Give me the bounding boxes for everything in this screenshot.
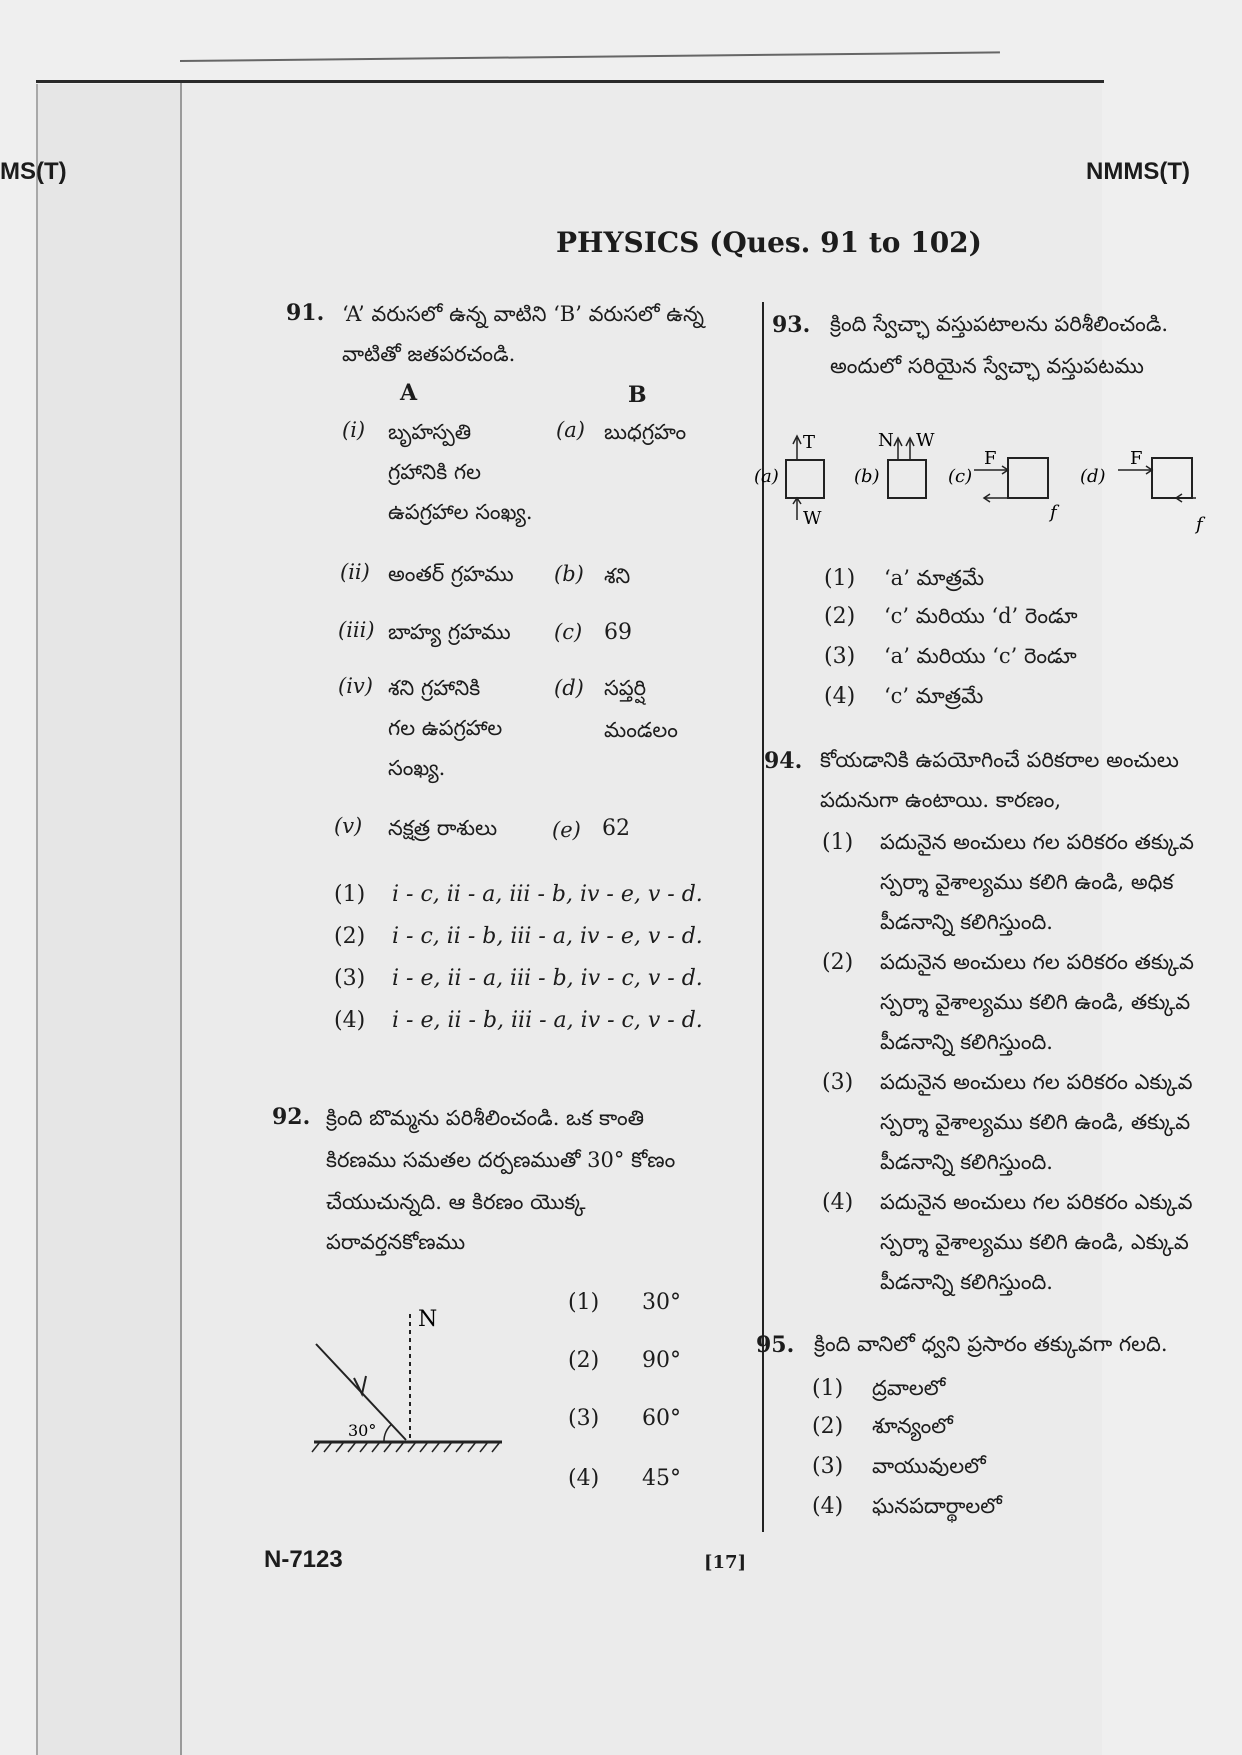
- normal-label: N: [418, 1307, 438, 1332]
- q94-option-number: (4): [822, 1190, 854, 1215]
- underlying-sheet: [36, 84, 182, 1755]
- q94-option-text: పదునైన అంచులు గల పరికరం ఎక్కువ: [880, 1190, 1193, 1214]
- q94-option-text: స్పర్శా వైశాల్యము కలిగి ఉండి, తక్కువ: [880, 1110, 1191, 1134]
- fbd-b-normal-label: N: [878, 430, 894, 451]
- fbd-a: [754, 432, 824, 529]
- q93-option-text: ‘a’ మరియు ‘c’ రెండూ: [884, 644, 1077, 668]
- sheet-edge-top: [36, 80, 1104, 83]
- q92-option-number: (2): [568, 1348, 600, 1373]
- q91-row-b-text: 69: [604, 620, 632, 645]
- q91-row-a-text: నక్షత్ర రాశులు: [388, 816, 498, 840]
- q94-option-text: పదునైన అంచులు గల పరికరం తక్కువ: [880, 830, 1194, 854]
- q91-row-a-label: (i): [342, 418, 366, 442]
- q91-option-text: i - e, ii - b, iii - a, iv - c, v - d.: [392, 1008, 703, 1033]
- q91-row-a-text: అంతర్ గ్రహము: [388, 562, 514, 586]
- fbd-a-label: (a): [754, 466, 779, 487]
- fbd-b-box: [888, 460, 926, 498]
- fbd-a-weight-label: W: [803, 508, 822, 529]
- q92-stem-line: క్రింది బొమ్మను పరిశీలించండి. ఒక కాంతి: [326, 1106, 645, 1130]
- q95-option-text: ద్రవాలలో: [872, 1376, 946, 1400]
- angle-arc: [384, 1424, 392, 1442]
- q91-option-text: i - c, ii - b, iii - a, iv - e, v - d.: [392, 924, 703, 949]
- q91-row-b-label: (c): [554, 620, 583, 644]
- q92-stem-line: కిరణము సమతల దర్పణముతో 30° కోణం: [326, 1148, 676, 1172]
- fbd-a-tension-label: T: [803, 432, 816, 453]
- fbd-b-weight-label: W: [916, 430, 935, 451]
- q93-option-text: ‘c’ మాత్రమే: [884, 684, 984, 708]
- q91-row-a-label: (v): [334, 814, 363, 838]
- q91-option-number: (4): [334, 1008, 366, 1033]
- q94-option-text: పదునైన అంచులు గల పరికరం ఎక్కువ: [880, 1070, 1193, 1094]
- q91-row-b-label: (a): [556, 418, 585, 442]
- q91-option-text: i - e, ii - a, iii - b, iv - c, v - d.: [392, 966, 703, 991]
- q95-option-number: (3): [812, 1454, 844, 1479]
- paper-code: N-7123: [264, 1546, 343, 1573]
- q91-stem-line1: ‘A’ వరుసలో ఉన్న వాటిని ‘B’ వరుసలో ఉన్న: [342, 302, 704, 326]
- q91-row-b-label: (d): [554, 676, 584, 700]
- q91-row-b-label: (e): [552, 818, 581, 842]
- q93-option-number: (3): [824, 644, 856, 669]
- q91-row-a-text: గల ఉపగ్రహాల: [388, 716, 503, 740]
- q91-row-a-label: (ii): [340, 560, 370, 584]
- q92-option-text: 30°: [642, 1290, 681, 1315]
- fbd-d-box: [1152, 458, 1192, 498]
- fbd-d-label: (d): [1080, 466, 1106, 487]
- q94-option-number: (1): [822, 830, 854, 855]
- q95-option-text: వాయువులలో: [872, 1454, 986, 1478]
- q91-column-a-heading: A: [400, 380, 418, 406]
- page-number: [17]: [704, 1552, 747, 1573]
- q94-stem-line: కోయడానికి ఉపయోగించే పరికరాల అంచులు: [820, 748, 1179, 772]
- q95-option-number: (2): [812, 1414, 844, 1439]
- fbd-a-box: [786, 460, 824, 498]
- q93-option-number: (4): [824, 684, 856, 709]
- q92-option-number: (1): [568, 1290, 600, 1315]
- q94-option-text: స్పర్శా వైశాల్యము కలిగి ఉండి, అధిక: [880, 870, 1174, 894]
- q95-option-text: ఘనపదార్థాలలో: [872, 1494, 1002, 1518]
- q91-row-a-label: (iv): [338, 674, 373, 698]
- q91-row-a-text: సంఖ్య.: [388, 756, 446, 780]
- fbd-d-friction-label: f: [1196, 514, 1203, 535]
- q94-option-number: (3): [822, 1070, 854, 1095]
- q91-option-number: (1): [334, 882, 366, 907]
- q91-row-b-text: బుధగ్రహం: [604, 420, 687, 444]
- fbd-c-force-label: F: [984, 448, 997, 469]
- section-title: PHYSICS (Ques. 91 to 102): [556, 226, 982, 259]
- q92-number: 92.: [272, 1104, 311, 1130]
- left-sheet-code: MS(T): [0, 158, 67, 185]
- mirror-reflection-figure: [300, 1300, 510, 1460]
- q91-row-b-text: మండలం: [604, 718, 678, 742]
- q94-option-text: పీడనాన్ని కలిగిస్తుంది.: [880, 1270, 1053, 1294]
- q94-option-text: పీడనాన్ని కలిగిస్తుంది.: [880, 1150, 1053, 1174]
- q94-option-text: స్పర్శా వైశాల్యము కలిగి ఉండి, తక్కువ: [880, 990, 1191, 1014]
- q94-option-text: పీడనాన్ని కలిగిస్తుంది.: [880, 910, 1053, 934]
- fbd-c: [948, 448, 1060, 523]
- fbd-d: [1080, 448, 1206, 535]
- q94-option-text: పదునైన అంచులు గల పరికరం తక్కువ: [880, 950, 1194, 974]
- q94-option-text: పీడనాన్ని కలిగిస్తుంది.: [880, 1030, 1053, 1054]
- q91-option-text: i - c, ii - a, iii - b, iv - e, v - d.: [392, 882, 703, 907]
- q91-row-a-label: (iii): [338, 618, 375, 642]
- q92-option-text: 90°: [642, 1348, 681, 1373]
- q93-option-text: ‘a’ మాత్రమే: [884, 566, 985, 590]
- q95-stem: క్రింది వానిలో ధ్వని ప్రసారం తక్కువగా గలది.: [814, 1332, 1168, 1356]
- q93-option-text: ‘c’ మరియు ‘d’ రెండూ: [884, 604, 1078, 628]
- q92-stem-line: పరావర్తనకోణము: [326, 1230, 466, 1254]
- q92-option-number: (4): [568, 1466, 600, 1491]
- q95-option-text: శూన్యంలో: [872, 1414, 953, 1438]
- fbd-c-label: (c): [948, 466, 973, 487]
- q91-row-b-text: 62: [602, 816, 630, 841]
- fbd-d-force-label: F: [1130, 448, 1143, 469]
- q91-column-b-heading: B: [628, 382, 647, 408]
- q94-number: 94.: [764, 748, 803, 774]
- free-body-diagrams: [752, 424, 1212, 544]
- q91-row-b-label: (b): [554, 562, 584, 586]
- q92-stem-line: చేయుచున్నది. ఆ కిరణం యొక్క: [326, 1190, 586, 1214]
- q93-stem-line: క్రింది స్వేచ్ఛా వస్తుపటాలను పరిశీలించండి.: [830, 312, 1169, 336]
- right-sheet-code: NMMS(T): [1086, 158, 1190, 185]
- q95-option-number: (4): [812, 1494, 844, 1519]
- q93-number: 93.: [772, 312, 811, 338]
- fbd-b-label: (b): [854, 466, 880, 487]
- q91-row-a-text: బృహస్పతి: [388, 420, 472, 444]
- q93-stem-line: అందులో సరియైన స్వేచ్ఛా వస్తుపటము: [830, 354, 1144, 378]
- q91-option-number: (3): [334, 966, 366, 991]
- angle-label: 30°: [348, 1421, 377, 1440]
- q93-option-number: (1): [824, 566, 856, 591]
- q91-row-a-text: శని గ్రహానికి: [388, 676, 481, 700]
- q92-option-number: (3): [568, 1406, 600, 1431]
- q91-row-a-text: బాహ్య గ్రహము: [388, 620, 511, 644]
- q93-option-number: (2): [824, 604, 856, 629]
- fbd-c-friction-label: f: [1050, 502, 1057, 523]
- q95-number: 95.: [756, 1332, 795, 1358]
- q95-option-number: (1): [812, 1376, 844, 1401]
- q92-option-text: 45°: [642, 1466, 681, 1491]
- q91-row-b-text: సప్తర్షి: [604, 676, 647, 700]
- q91-row-b-text: శని: [604, 564, 631, 588]
- q92-option-text: 60°: [642, 1406, 681, 1431]
- q94-stem-line: పదునుగా ఉంటాయి. కారణం,: [820, 788, 1062, 812]
- fbd-b: [854, 430, 935, 498]
- q91-row-a-text: ఉపగ్రహాల సంఖ్య.: [388, 500, 533, 524]
- q91-number: 91.: [286, 300, 325, 326]
- q94-option-number: (2): [822, 950, 854, 975]
- fbd-c-box: [1008, 458, 1048, 498]
- sheet-edge: [180, 51, 1000, 62]
- q91-option-number: (2): [334, 924, 366, 949]
- q91-stem-line2: వాటితో జతపరచండి.: [342, 342, 516, 366]
- q91-row-a-text: గ్రహానికి గల: [388, 460, 482, 484]
- q94-option-text: స్పర్శా వైశాల్యము కలిగి ఉండి, ఎక్కువ: [880, 1230, 1189, 1254]
